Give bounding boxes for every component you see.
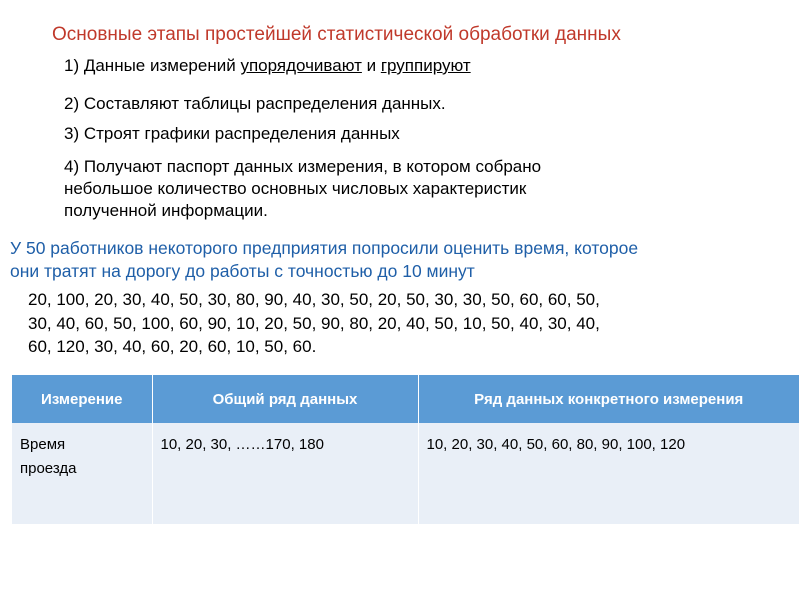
step-4-line-3: полученной информации. bbox=[64, 201, 268, 220]
raw-data-values bbox=[28, 288, 788, 359]
distribution-table bbox=[12, 375, 799, 524]
step-4-line-1: 4) Получают паспорт данных измерения, в котором собрано bbox=[64, 157, 542, 176]
step-4-line-2: небольшое количество основных числовых характеристик bbox=[64, 179, 527, 198]
header-general-series: Общий ряд данных bbox=[152, 375, 418, 423]
cell-measurement bbox=[12, 423, 152, 524]
raw-data-line-1: 20, 100, 20, 30, 40, 50, 30, 80, 90, 40, 30, 50, 20, 50, 30, 30, 50, 60, 60, 50, bbox=[28, 290, 600, 309]
step-1-grouped-word: группируют bbox=[380, 56, 471, 75]
raw-data-line-2: 30, 40, 60, 50, 100, 60, 90, 10, 20, 50, 90, 80, 20, 40, 50, 10, 50, 40, 30, 40, bbox=[28, 313, 600, 333]
task-line-2: они тратят на дорогу до работы с точностью до 10 минут bbox=[10, 261, 475, 281]
header-measurement: Измерение bbox=[12, 375, 152, 423]
table-header-row bbox=[12, 375, 799, 423]
step-1-ordered-word: упорядочивают bbox=[240, 56, 362, 75]
cell-measurement-line-1: Время bbox=[20, 436, 66, 453]
step-3: 3) Строят графики распределения данных bbox=[64, 124, 400, 143]
raw-data-line-3: 60, 120, 30, 40, 60, 20, 60, 10, 50, 60. bbox=[28, 337, 317, 356]
step-1-prefix: 1) Данные измерений bbox=[64, 56, 241, 75]
slide-title: Основные этапы простейшей статистической обработки данных bbox=[52, 24, 621, 45]
step-1 bbox=[64, 55, 471, 77]
task-statement bbox=[10, 237, 790, 283]
step-4 bbox=[64, 156, 541, 222]
cell-specific-series: 10, 20, 30, 40, 50, 60, 80, 90, 100, 120 bbox=[418, 423, 799, 524]
header-specific-series: Ряд данных конкретного измерения bbox=[418, 375, 799, 423]
cell-measurement-line-2: проезда bbox=[20, 460, 77, 477]
step-1-middle: и bbox=[361, 56, 381, 75]
step-2: 2) Составляют таблицы распределения данных. bbox=[64, 94, 446, 113]
table-row bbox=[12, 423, 799, 524]
task-line-1: У 50 работников некоторого предприятия попросили оценить время, которое bbox=[10, 238, 639, 258]
cell-general-series: 10, 20, 30, ……170, 180 bbox=[152, 423, 418, 524]
